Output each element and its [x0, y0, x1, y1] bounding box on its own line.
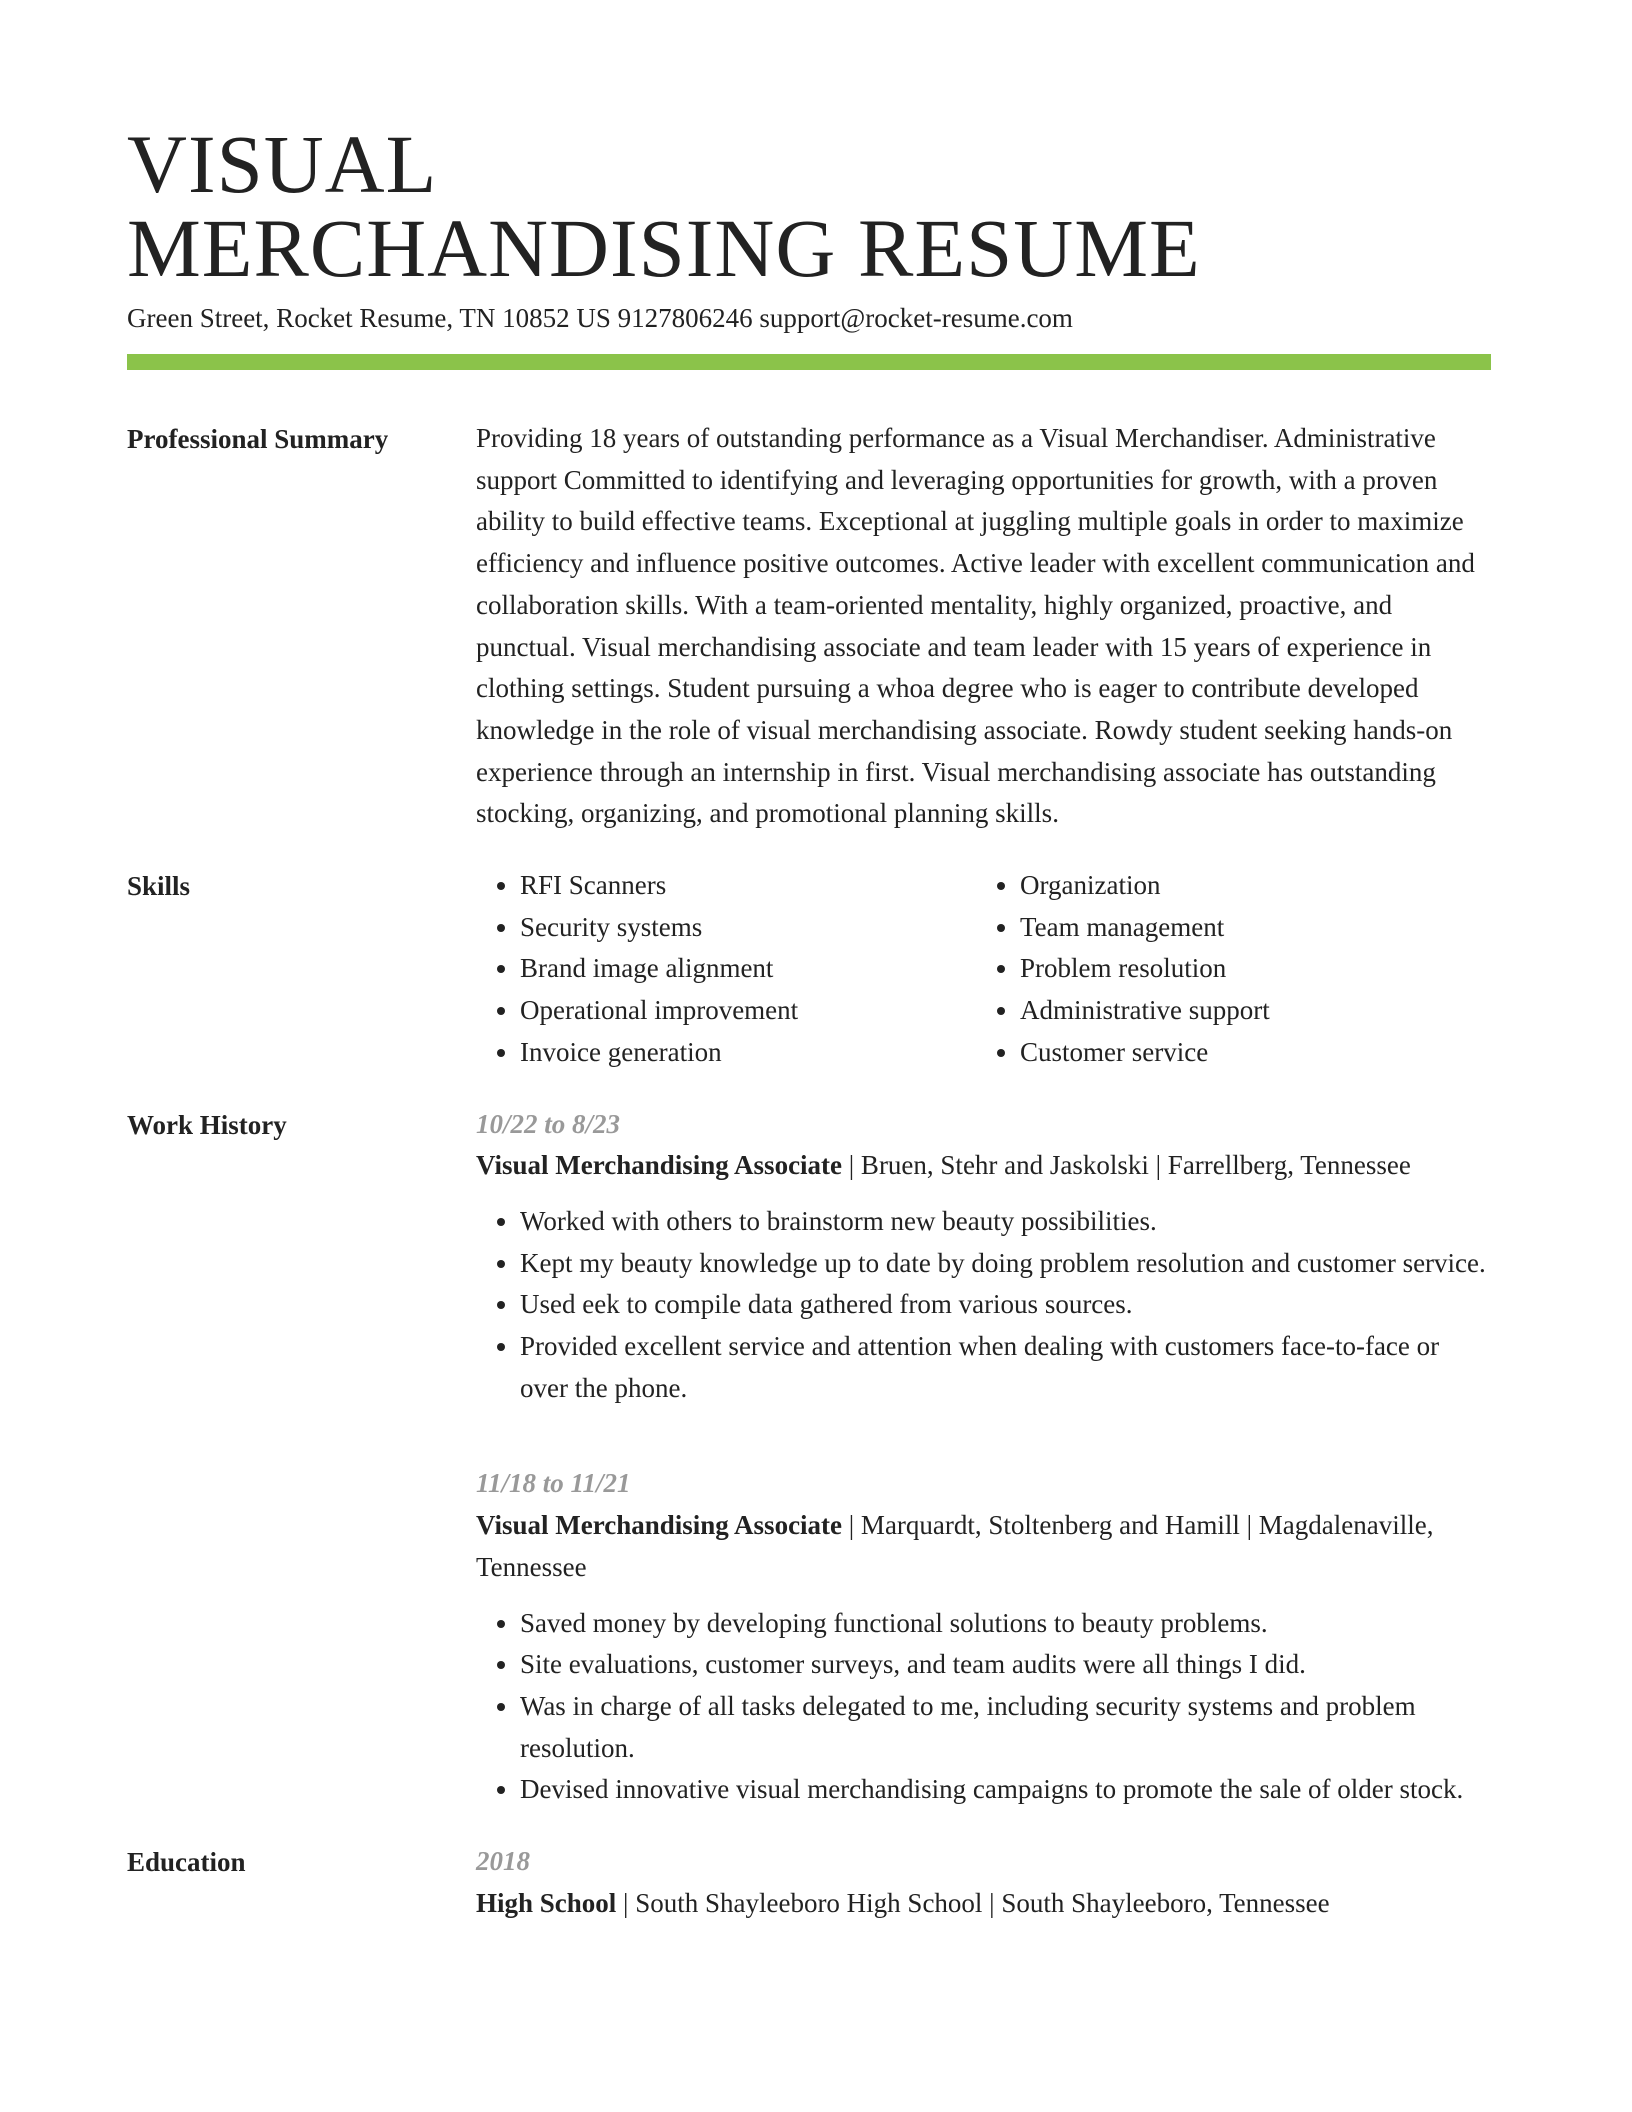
education-year: 2018 — [476, 1846, 530, 1877]
job-entry — [476, 1104, 1491, 1410]
title-line-2: MERCHANDISING RESUME — [127, 202, 1201, 294]
skill-item: • Security systems — [520, 907, 976, 949]
skill-item: • Administrative support — [1020, 990, 1476, 1032]
skill-item: • RFI Scanners — [520, 865, 976, 907]
skill-item: • Organization — [1020, 865, 1476, 907]
summary-body — [476, 418, 1491, 835]
contact-info: Green Street, Rocket Resume, TN 10852 US 9127806246 support@rocket-resume.com — [127, 303, 1073, 333]
job-header — [476, 1505, 1491, 1588]
job-bullet: • Site evaluations, customer surveys, and team audits were all things I did. — [520, 1644, 1491, 1686]
job-bullets — [476, 1603, 1491, 1812]
skill-item: • Team management — [1020, 907, 1476, 949]
summary-text: Providing 18 years of outstanding performance as a Visual Merchandiser. Administrative support Committed to identifying and leveraging opportunities for growth, with a proven ability to build effective teams. Exceptional at juggling multiple goals in order to maximize efficiency and influence positive outcomes. Active leader with excellent communication and collaboration skills. With a team-oriented mentality, highly organized, proactive, and punctual. Visual merchandising associate and team leader with 15 years of experience in clothing settings. Student pursuing a whoa degree who is eager to contribute developed knowledge in the role of visual merchandising associate. Rowdy student seeking hands-on experience through an internship in first. Visual merchandising associate has outstanding stocking, organizing, and promotional planning skills. — [476, 423, 1475, 829]
summary-section — [127, 418, 1491, 835]
job-bullet: • Saved money by developing functional solutions to beauty problems. — [520, 1603, 1491, 1645]
job-bullet: • Devised innovative visual merchandising campaigns to promote the sale of older stock. — [520, 1769, 1491, 1811]
skills-body — [476, 865, 1491, 1074]
job-title: Visual Merchandising Associate — [476, 1150, 843, 1181]
job-dates: 11/18 to 11/21 — [476, 1468, 631, 1499]
job-bullet: • Was in charge of all tasks delegated to me, including security systems and problem resolution. — [520, 1686, 1491, 1769]
skills-heading: Skills — [127, 871, 191, 902]
education-degree: High School — [476, 1887, 617, 1918]
job-bullet: • Used eek to compile data gathered from various sources. — [520, 1284, 1491, 1326]
job-bullet: • Kept my beauty knowledge up to date by doing problem resolution and customer service. — [520, 1243, 1491, 1285]
job-header — [476, 1145, 1491, 1187]
job-details: | Marquardt, Stoltenberg and Hamill | Magdalenaville, Tennessee — [476, 1510, 1434, 1582]
title-line-1: VISUAL — [127, 118, 438, 210]
job-dates: 10/22 to 8/23 — [476, 1108, 621, 1139]
summary-heading: Professional Summary — [127, 424, 389, 454]
skills-section — [127, 865, 1491, 1074]
education-section — [127, 1841, 1491, 1924]
education-details: | South Shayleeboro High School | South Shayleeboro, Tennessee — [616, 1887, 1330, 1918]
skill-item: • Customer service — [1020, 1032, 1476, 1074]
job-title: Visual Merchandising Associate — [476, 1510, 843, 1541]
skills-list-left — [476, 865, 976, 1074]
skill-item: • Operational improvement — [520, 990, 976, 1032]
education-body — [476, 1841, 1491, 1924]
accent-divider — [127, 354, 1491, 370]
job-bullets — [476, 1201, 1491, 1410]
skill-item: • Invoice generation — [520, 1032, 976, 1074]
work-history-section — [127, 1104, 1491, 1812]
work-history-body — [476, 1104, 1491, 1812]
job-bullet: • Worked with others to brainstorm new beauty possibilities. — [520, 1201, 1491, 1243]
skill-item: • Problem resolution — [1020, 948, 1476, 990]
job-bullet: • Provided excellent service and attention when dealing with customers face-to-face or over the phone. — [520, 1326, 1491, 1409]
resume-page — [127, 118, 1491, 1925]
skill-item: • Brand image alignment — [520, 948, 976, 990]
job-details: | Bruen, Stehr and Jaskolski | Farrellberg, Tennessee — [842, 1150, 1411, 1181]
work-history-heading: Work History — [127, 1109, 287, 1140]
education-header — [476, 1883, 1491, 1925]
skills-list-right — [976, 865, 1476, 1074]
job-entry — [476, 1463, 1491, 1811]
resume-title — [127, 118, 1491, 294]
education-heading: Education — [127, 1847, 246, 1878]
